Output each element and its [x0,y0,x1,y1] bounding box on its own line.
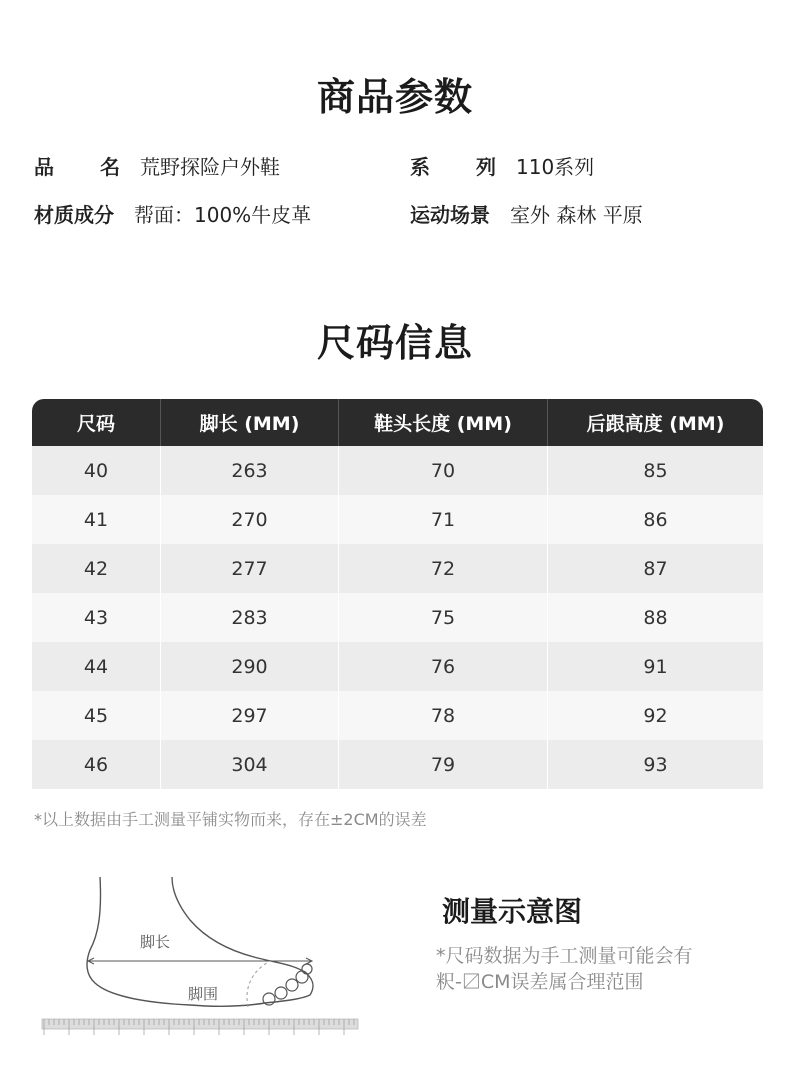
cell-size: 41 [32,495,161,544]
header-heel-height: 后跟高度 (MM) [548,399,763,446]
girth-label: 脚围 [188,985,219,1003]
cell-size: 43 [32,593,161,642]
param-name-label: 品 名 [34,155,120,179]
cell-toe-length: 71 [339,495,548,544]
cell-heel-height: 92 [548,691,763,740]
length-label: 脚长 [140,933,171,951]
table-row [32,495,763,544]
param-scene-label: 运动场景 [410,203,490,227]
size-table-header [32,399,763,446]
ruler [42,1019,358,1029]
cell-heel-height: 91 [548,642,763,691]
cell-heel-height: 88 [548,593,763,642]
param-scene [410,199,643,228]
param-name [34,151,280,180]
cell-toe-length: 75 [339,593,548,642]
param-name-value: 荒野探险户外鞋 [140,155,280,179]
cell-heel-height: 87 [548,544,763,593]
cell-foot-length: 297 [161,691,339,740]
cell-toe-length: 70 [339,446,548,495]
cell-foot-length: 263 [161,446,339,495]
girth-curve [247,961,270,1007]
table-row [32,642,763,691]
cell-foot-length: 283 [161,593,339,642]
toes [263,964,312,1005]
table-row [32,593,763,642]
measure-note-line2: 粎-〼CM误差属合理范围 [436,971,644,993]
cell-foot-length: 270 [161,495,339,544]
table-row [32,544,763,593]
param-scene-value: 室外 森林 平原 [510,203,643,227]
cell-toe-length: 76 [339,642,548,691]
cell-size: 40 [32,446,161,495]
size-table [32,399,763,789]
cell-foot-length: 304 [161,740,339,789]
size-note: *以上数据由手工测量平铺实物而来，存在±2CM的误差 [34,810,427,829]
cell-size: 44 [32,642,161,691]
cell-toe-length: 72 [339,544,548,593]
cell-foot-length: 277 [161,544,339,593]
measure-note [436,943,756,995]
params-title: 商品参数 [316,75,473,119]
foot-measure-diagram [40,875,360,1035]
cell-heel-height: 85 [548,446,763,495]
header-toe-length: 鞋头长度 (MM) [339,399,548,446]
cell-heel-height: 93 [548,740,763,789]
header-size: 尺码 [32,399,161,446]
param-material [34,199,311,228]
cell-size: 45 [32,691,161,740]
param-material-label: 材质成分 [34,203,114,227]
cell-foot-length: 290 [161,642,339,691]
table-row [32,446,763,495]
param-series [410,151,594,180]
cell-heel-height: 86 [548,495,763,544]
size-title: 尺码信息 [316,321,473,365]
cell-size: 42 [32,544,161,593]
cell-toe-length: 79 [339,740,548,789]
param-material-value: 帮面：100%牛皮革 [134,203,312,227]
table-row [32,691,763,740]
table-row [32,740,763,789]
measure-note-line1: *尺码数据为手工测量可能会有 [436,945,693,967]
cell-toe-length: 78 [339,691,548,740]
cell-size: 46 [32,740,161,789]
param-series-label: 系 列 [410,155,496,179]
measure-title: 测量示意图 [442,895,583,928]
header-foot-length: 脚长 (MM) [161,399,339,446]
param-series-value: 110系列 [516,155,595,179]
